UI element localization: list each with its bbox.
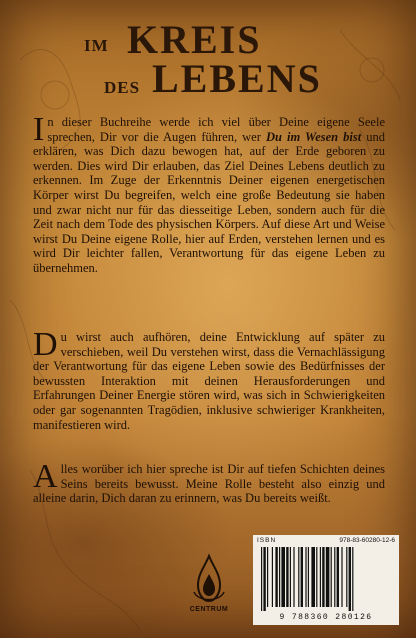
barcode-bar bbox=[326, 547, 330, 607]
barcode-bar bbox=[346, 547, 347, 607]
paragraph-3 bbox=[33, 458, 385, 506]
book-title bbox=[72, 8, 362, 100]
barcode-bar bbox=[322, 547, 324, 607]
paragraph-1-text-after: und erklären, was Dich dazu bewogen hat, auf der Erde geboren zu werden. Dies wird Dir erlauben, das Ziel Deines Lebens deutlich zu erkennen. Im Zuge der Erkenntnis Deiner eigenen energetischen Körper wirst Du begreifen, welch eine große Bedeutung sie haben und zwar nicht nur für das diesseitige Leben, sondern auch für die Zeit nach dem Tode des physischen Körpers. Auf diese Art und Weise wirst Du Deine eigene Rolle, hier auf Erden, verstehen lernen und es wird Dir leichter fallen, Verantwortung für das eigene Leben zu übernehmen. bbox=[33, 129, 386, 275]
barcode-bar bbox=[293, 547, 294, 607]
barcode-bar bbox=[316, 547, 317, 607]
barcode-bar bbox=[331, 547, 332, 607]
barcode-bar bbox=[275, 547, 277, 607]
publisher-name: CENTRUM bbox=[189, 606, 229, 613]
paragraph-2 bbox=[33, 326, 385, 432]
barcode-bar bbox=[267, 547, 268, 607]
barcode-bar bbox=[334, 547, 335, 607]
isbn-barcode bbox=[253, 535, 399, 625]
barcode-bar bbox=[308, 547, 309, 607]
barcode-bar bbox=[341, 547, 342, 607]
barcode-bar bbox=[337, 547, 339, 607]
barcode-bar bbox=[279, 547, 280, 607]
title-im: IM bbox=[84, 36, 109, 55]
barcode-bar bbox=[286, 547, 288, 607]
barcode-bar bbox=[281, 547, 285, 607]
barcode-bar bbox=[352, 547, 353, 611]
barcode-bar bbox=[320, 547, 321, 607]
title-kreis: KREIS bbox=[127, 17, 262, 62]
barcode-bar bbox=[349, 547, 351, 611]
dropcap-1: I bbox=[33, 111, 45, 148]
barcode-bar bbox=[301, 547, 303, 607]
title-lebens: LEBENS bbox=[152, 56, 322, 101]
dropcap-3: A bbox=[33, 458, 58, 495]
publisher-logo bbox=[186, 552, 232, 624]
paragraph-1-text-before: n dieser Buchreihe werde ich viel über Deine eigene Seele sprechen, Dir vor die Augen führen, wer bbox=[47, 115, 385, 144]
barcode-bar bbox=[290, 547, 291, 607]
barcode-bar bbox=[311, 547, 315, 607]
barcode-bar bbox=[305, 547, 306, 607]
paragraph-3-text: lles worüber ich hier spreche ist Dir auf tiefen Schichten deines Seins bereits bewusst. Meine Rolle besteht also einzig und alleine darin, Dich daran zu erinnern, was Du bereits weißt. bbox=[33, 462, 385, 506]
paragraph-1 bbox=[33, 111, 386, 276]
barcode-bar bbox=[263, 547, 265, 611]
paragraph-1-emphasis: Du im Wesen bist bbox=[265, 129, 362, 144]
isbn-number: 978-83-60280-12-6 bbox=[339, 537, 395, 544]
barcode-bar bbox=[261, 547, 262, 611]
title-des: DES bbox=[104, 78, 141, 97]
flame-drop-icon bbox=[186, 552, 232, 608]
barcode-bar bbox=[272, 547, 273, 607]
barcode-bars bbox=[261, 547, 391, 611]
isbn-label: ISBN bbox=[257, 537, 277, 544]
barcode-digits: 9 788360 280126 bbox=[279, 613, 373, 622]
dropcap-2: D bbox=[33, 326, 58, 363]
paragraph-2-text: u wirst auch aufhören, deine Entwicklung auf später zu verschieben, weil Du verstehen wirst, dass die Vernachlässigung der Verantwortung für das eigene Leben sowie des Bedürfnisses der bewussten Interaktion mit deinen Herausforderungen und Erfahrungen Deiner Energie stören wird, was sich in Schwierigkeiten oder gar sogenannten Tragödien, inklusive schwieriger Krankheiten, manifestieren wird. bbox=[33, 330, 385, 432]
barcode-bar bbox=[298, 547, 299, 607]
